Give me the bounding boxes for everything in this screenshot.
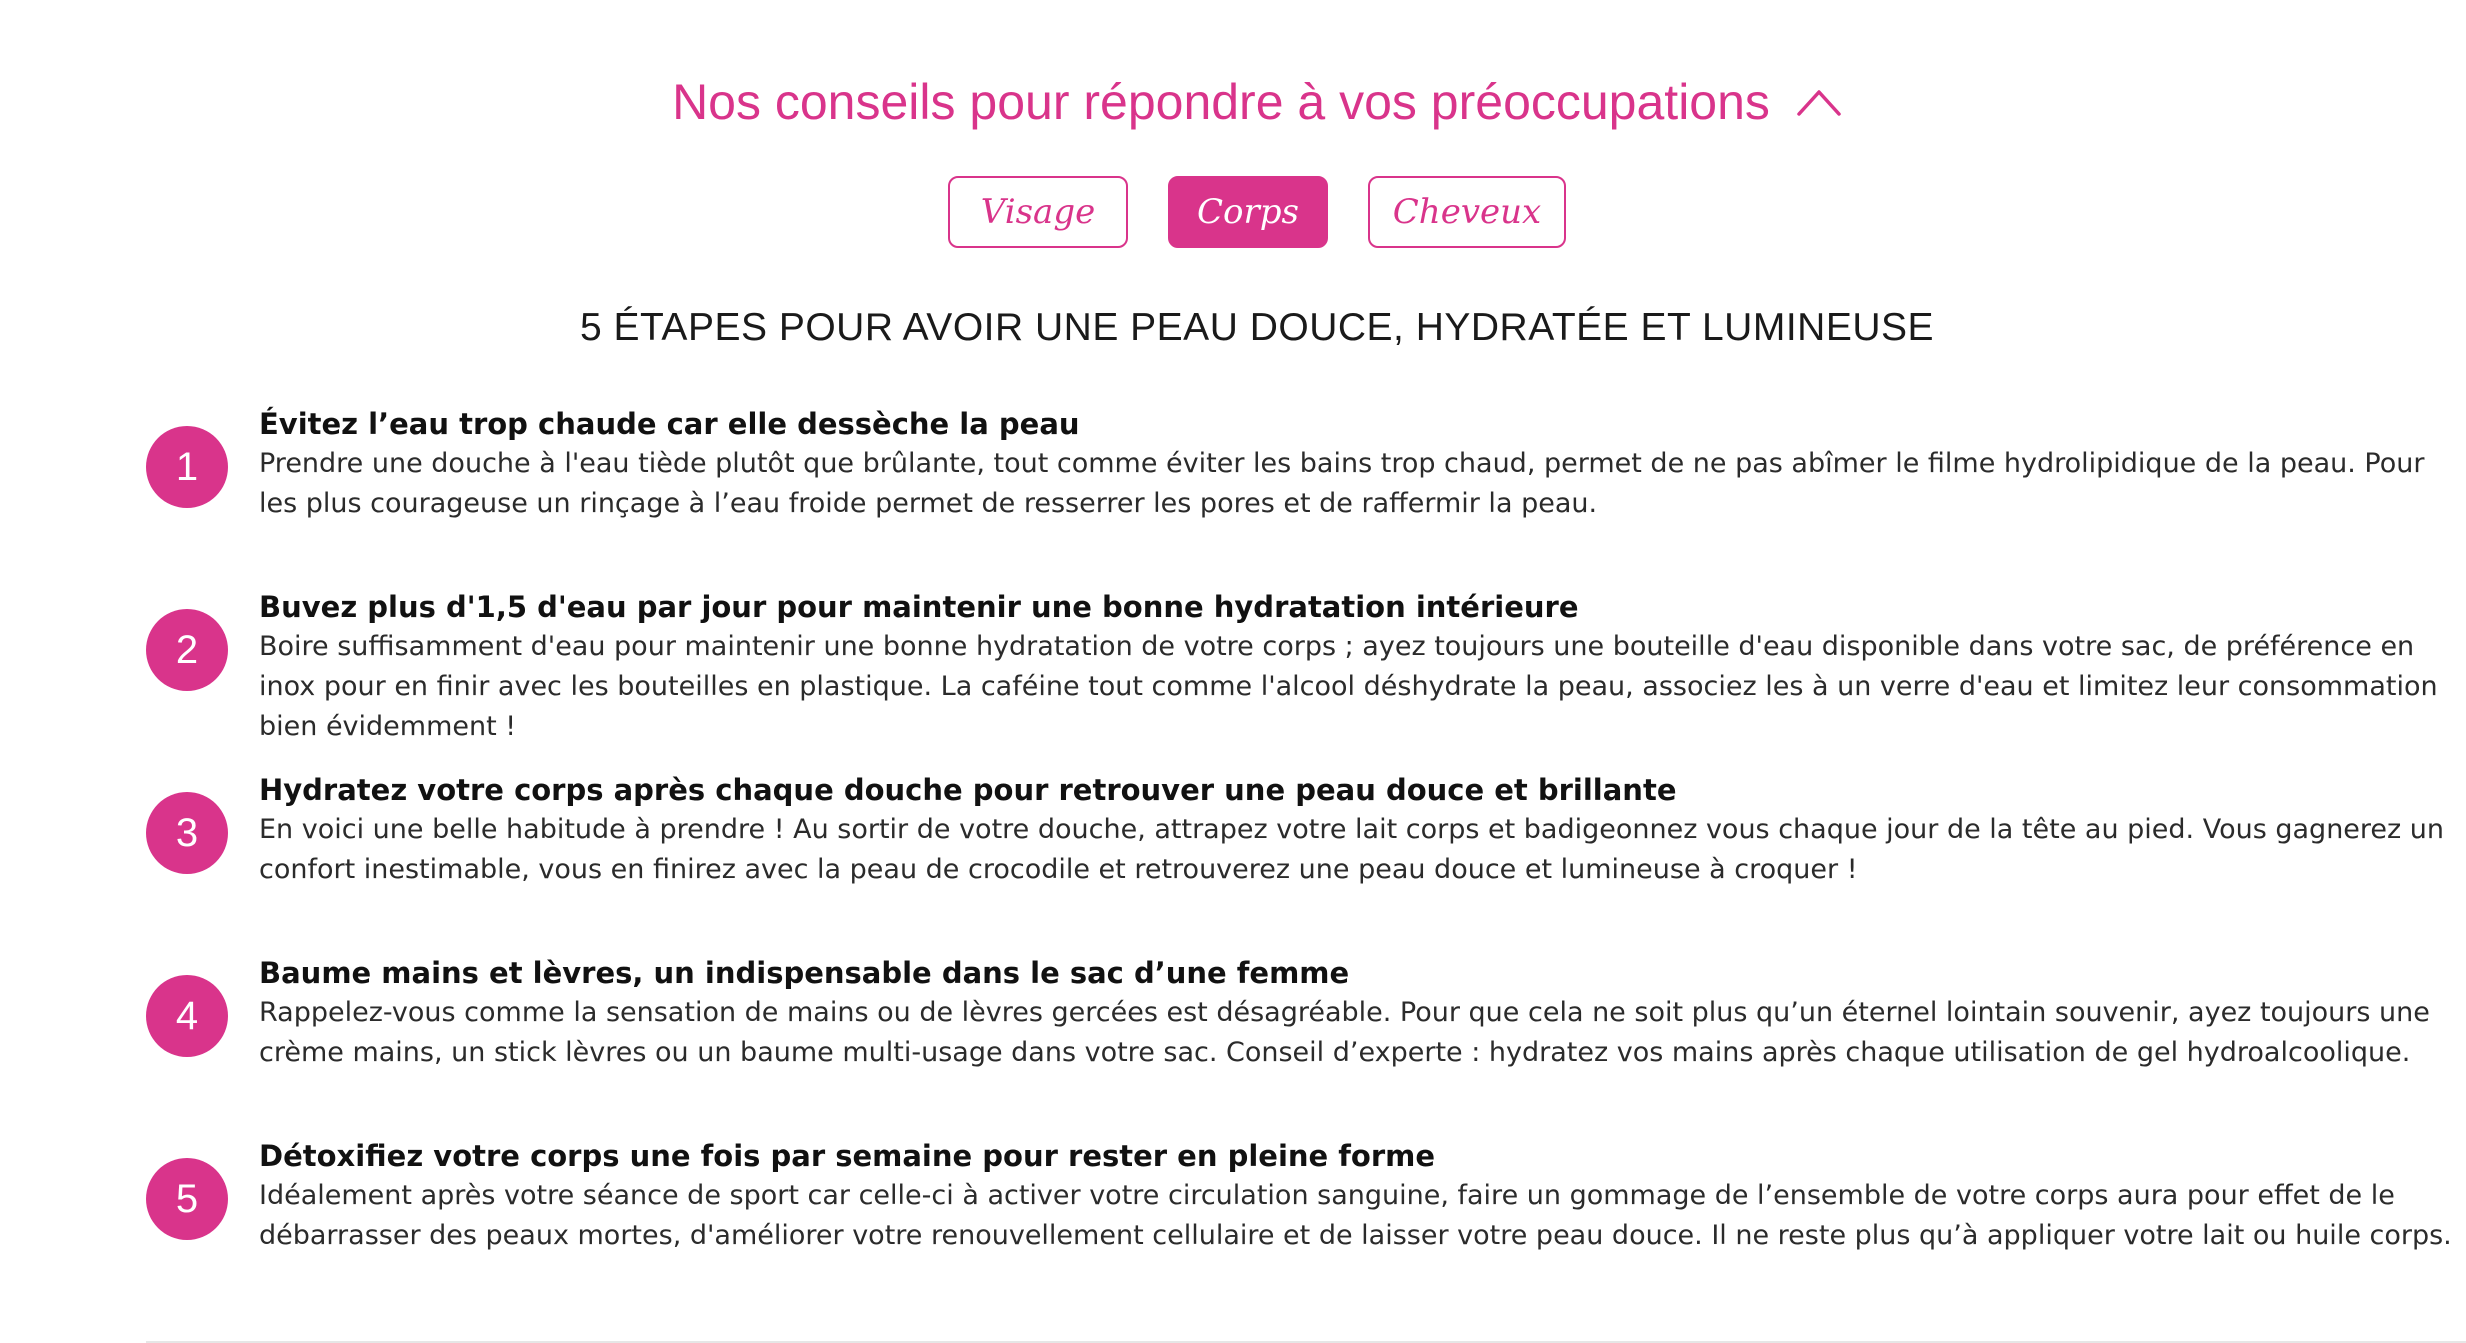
step-item [146,404,2466,587]
step-content [259,770,2459,890]
step-text: Prendre une douche à l'eau tiède plutôt que brûlante, tout comme éviter les bains trop chaud, permet de ne pas abîmer le filme hydrolipidique de la peau. Pour les plus courageuse un rinçage à l’eau froide permet de resserrer les pores et de raffermir la peau. [259,448,2425,519]
step-content [259,587,2459,747]
step-title: Hydratez votre corps après chaque douche pour retrouver une peau douce et brillante [259,773,1677,807]
advice-header [0,62,2466,142]
step-number-badge: 2 [146,609,228,691]
step-text: Idéalement après votre séance de sport car celle-ci à activer votre circulation sanguine, faire un gommage de l’ensemble de votre corps aura pour effet de le débarrasser des peaux mortes, d'améliorer votre renouvellement cellulaire et de laisser votre peau douce. Il ne reste plus qu’à appliquer votre lait ou huile corps. [259,1180,2452,1251]
step-title: Détoxifiez votre corps une fois par semaine pour rester en pleine forme [259,1139,1436,1173]
step-content [259,404,2459,524]
tab-corps[interactable]: Corps [1168,176,1328,248]
tab-cheveux[interactable]: Cheveux [1368,176,1566,248]
step-item [146,953,2466,1136]
step-item [146,1136,2466,1319]
step-text: En voici une belle habitude à prendre ! Au sortir de votre douche, attrapez votre lait corps et badigeonnez vous chaque jour de la tête au pied. Vous gagnerez un confort inestimable, vous en finirez avec la peau de crocodile et retrouverez une peau douce et lumineuse à croquer ! [259,814,2445,885]
step-item [146,770,2466,953]
step-text: Rappelez-vous comme la sensation de mains ou de lèvres gercées est désagréable. Pour que cela ne soit plus qu’un éternel lointain souvenir, ayez toujours une crème mains, un stick lèvres ou un baume multi-usage dans votre sac. Conseil d’experte : hydratez vos mains après chaque utilisation de gel hydroalcoolique. [259,997,2430,1068]
step-number-badge: 3 [146,792,228,874]
step-text: Boire suffisamment d'eau pour maintenir une bonne hydratation de votre corps ; ayez toujours une bouteille d'eau disponible dans votre sac, de préférence en inox pour en finir avec les bouteilles en plastique. La caféine tout comme l'alcool déshydrate la peau, associez les à un verre d'eau et limitez leur consommation bien évidemment ! [259,631,2438,742]
step-title: Évitez l’eau trop chaude car elle dessèche la peau [259,407,1080,441]
step-number-badge: 4 [146,975,228,1057]
section-heading: 5 ÉTAPES POUR AVOIR UNE PEAU DOUCE, HYDRATÉE ET LUMINEUSE [579,306,1935,349]
advice-header-toggle[interactable] [672,62,1842,142]
tab-visage[interactable]: Visage [948,176,1128,248]
advice-title: Nos conseils pour répondre à vos préoccupations [672,74,1770,130]
chevron-up-icon[interactable] [1796,87,1842,117]
category-tabs [48,176,2466,248]
steps-list [146,404,2466,1319]
step-title: Buvez plus d'1,5 d'eau par jour pour maintenir une bonne hydratation intérieure [259,590,1579,624]
step-content [259,1136,2459,1256]
step-item [146,587,2466,770]
step-content [259,953,2459,1073]
step-number-badge: 5 [146,1158,228,1240]
step-number-badge: 1 [146,426,228,508]
step-title: Baume mains et lèvres, un indispensable dans le sac d’une femme [259,956,1350,990]
